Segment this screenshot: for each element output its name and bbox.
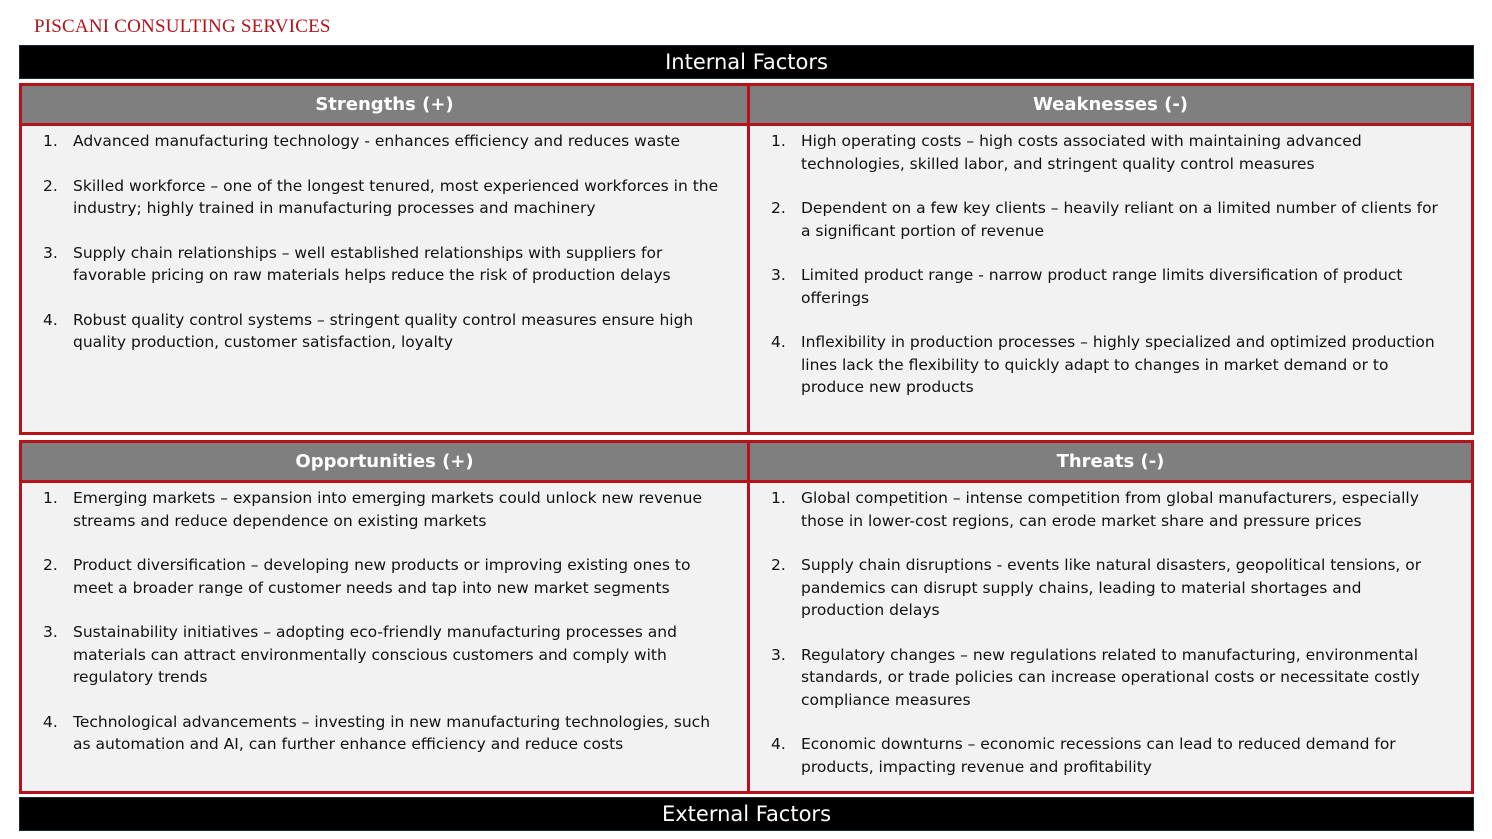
list-item — [771, 331, 1449, 399]
brand-title: PISCANI CONSULTING SERVICES — [34, 16, 331, 37]
threats-header: Threats (-) — [750, 443, 1471, 483]
item-text: Emerging markets – expansion into emerging markets could unlock new revenue streams and reduce dependence on existing markets — [73, 489, 702, 530]
weaknesses-list — [771, 130, 1449, 399]
threats-quadrant — [750, 443, 1471, 791]
list-item — [771, 644, 1449, 712]
item-number: 4. — [43, 310, 58, 329]
list-item — [43, 487, 725, 532]
strengths-header: Strengths (+) — [22, 86, 747, 126]
opportunities-header: Opportunities (+) — [22, 443, 747, 483]
list-item — [771, 487, 1449, 532]
item-number: 3. — [43, 243, 58, 262]
list-item — [771, 130, 1449, 175]
weaknesses-header: Weaknesses (-) — [750, 86, 1471, 126]
item-number: 2. — [43, 176, 58, 195]
external-quadrant-row — [19, 440, 1474, 794]
list-item — [43, 309, 725, 354]
list-item — [43, 621, 725, 689]
list-item — [43, 175, 725, 220]
item-text: Global competition – intense competition from global manufacturers, especially those in lower-cost regions, can erode market share and pressure prices — [801, 489, 1419, 530]
item-number: 1. — [771, 489, 786, 507]
item-number: 1. — [43, 489, 58, 507]
list-item — [43, 242, 725, 287]
item-text: Inflexibility in production processes – highly specialized and optimized production lines lack the flexibility to quickly adapt to changes in market demand or to produce new products — [801, 333, 1435, 396]
item-text: Sustainability initiatives – adopting eco-friendly manufacturing processes and materials can attract environmentally conscious customers and comply with regulatory trends — [73, 623, 677, 686]
list-item — [771, 733, 1449, 778]
item-text: High operating costs – high costs associated with maintaining advanced technologies, skilled labor, and stringent quality control measures — [801, 132, 1362, 173]
item-number: 1. — [771, 132, 786, 150]
list-item — [771, 554, 1449, 622]
item-number: 4. — [771, 333, 786, 351]
opportunities-list — [43, 487, 725, 756]
list-item — [43, 711, 725, 756]
item-text: Robust quality control systems – stringent quality control measures ensure high quality production, customer satisfaction, loyalty — [73, 310, 694, 351]
list-item — [771, 197, 1449, 242]
threats-list — [771, 487, 1449, 778]
item-text: Technological advancements – investing in new manufacturing technologies, such as automation and AI, can further enhance efficiency and reduce costs — [73, 712, 711, 753]
item-text: Dependent on a few key clients – heavily reliant on a limited number of clients for a significant portion of revenue — [801, 199, 1438, 240]
strengths-quadrant — [22, 86, 750, 432]
list-item — [43, 130, 725, 153]
item-number: 2. — [43, 556, 58, 574]
item-number: 2. — [771, 199, 786, 217]
list-item — [771, 264, 1449, 309]
item-text: Advanced manufacturing technology - enhances efficiency and reduces waste — [73, 132, 681, 150]
item-text: Supply chain disruptions - events like natural disasters, geopolitical tensions, or pandemics can disrupt supply chains, leading to material shortages and production delays — [801, 556, 1422, 619]
opportunities-quadrant — [22, 443, 750, 791]
item-text: Economic downturns – economic recessions can lead to reduced demand for products, impacting revenue and profitability — [801, 735, 1396, 776]
internal-factors-bar: Internal Factors — [19, 45, 1474, 79]
item-text: Supply chain relationships – well established relationships with suppliers for favorable pricing on raw materials helps reduce the risk of production delays — [73, 243, 671, 284]
item-number: 3. — [43, 623, 58, 641]
item-number: 4. — [43, 712, 58, 731]
external-factors-bar: External Factors — [19, 797, 1474, 831]
internal-quadrant-row — [19, 83, 1474, 435]
item-number: 1. — [43, 132, 58, 150]
item-text: Skilled workforce – one of the longest tenured, most experienced workforces in the industry; highly trained in manufacturing processes and machinery — [73, 176, 719, 217]
item-number: 4. — [771, 735, 786, 753]
list-item — [43, 554, 725, 599]
item-number: 2. — [771, 556, 786, 574]
item-number: 3. — [771, 266, 786, 284]
item-text: Regulatory changes – new regulations related to manufacturing, environmental standards, or trade policies can increase operational costs or necessitate costly compliance measures — [801, 645, 1420, 709]
weaknesses-quadrant — [750, 86, 1471, 432]
item-text: Limited product range - narrow product range limits diversification of product offerings — [801, 266, 1403, 307]
item-number: 3. — [771, 645, 786, 664]
item-text: Product diversification – developing new products or improving existing ones to meet a broader range of customer needs and tap into new market segments — [73, 556, 691, 597]
strengths-list — [43, 130, 725, 354]
